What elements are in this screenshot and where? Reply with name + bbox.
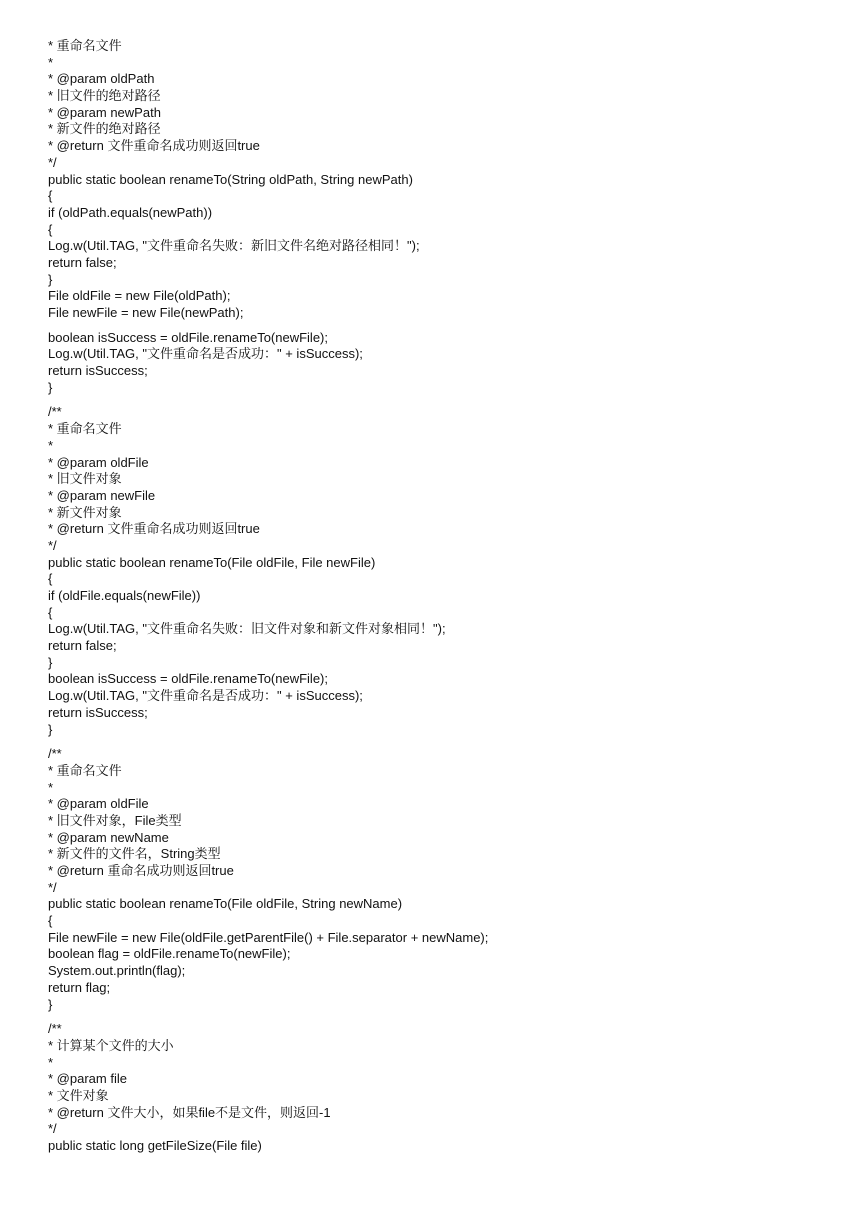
code-line: { bbox=[48, 604, 53, 620]
code-line: Log.w(Util.TAG, "文件重命名失败：旧文件对象和新文件对象相同！"); bbox=[48, 621, 446, 637]
code-line: * @return 文件重命名成功则返回true bbox=[48, 521, 260, 537]
code-line: * @param file bbox=[48, 1071, 127, 1087]
code-line: * 新文件的绝对路径 bbox=[48, 121, 161, 137]
code-line: return false; bbox=[48, 638, 117, 654]
code-line: Log.w(Util.TAG, "文件重命名失败：新旧文件名绝对路径相同！"); bbox=[48, 238, 420, 254]
code-block bbox=[48, 1021, 848, 1155]
block-gap bbox=[48, 738, 848, 746]
code-line: */ bbox=[48, 879, 57, 895]
code-line: * 重命名文件 bbox=[48, 38, 122, 53]
code-line: } bbox=[48, 721, 53, 737]
code-line: * @param oldFile bbox=[48, 454, 149, 470]
code-line: } bbox=[48, 379, 53, 395]
code-line: { bbox=[48, 188, 53, 204]
code-line: * bbox=[48, 54, 54, 70]
code-line: * @param newPath bbox=[48, 104, 161, 120]
code-line: } bbox=[48, 654, 53, 670]
code-line: * bbox=[48, 437, 54, 453]
code-line: public static boolean renameTo(String oldPath, String newPath) bbox=[48, 171, 413, 187]
code-line: File newFile = new File(oldFile.getParentFile() + File.separator + newName); bbox=[48, 929, 489, 945]
code-line: * 重命名文件 bbox=[48, 421, 122, 437]
code-line: } bbox=[48, 996, 53, 1012]
code-line: return isSuccess; bbox=[48, 704, 148, 720]
code-line: Log.w(Util.TAG, "文件重命名是否成功：" + isSuccess); bbox=[48, 346, 363, 362]
code-line: } bbox=[48, 271, 53, 287]
code-line: System.out.println(flag); bbox=[48, 963, 186, 979]
block-gap bbox=[48, 396, 848, 404]
code-line: * 新文件对象 bbox=[48, 504, 122, 520]
code-line: * bbox=[48, 1054, 54, 1070]
code-line: * @param newFile bbox=[48, 487, 156, 503]
code-line: * @return 文件大小，如果file不是文件，则返回-1 bbox=[48, 1104, 331, 1120]
code-line: File newFile = new File(newPath); bbox=[48, 305, 244, 320]
code-line: * 计算某个文件的大小 bbox=[48, 1037, 174, 1053]
code-line: /** bbox=[48, 404, 62, 420]
code-block bbox=[48, 330, 848, 397]
code-line: * 重命名文件 bbox=[48, 762, 122, 778]
code-line: * 旧文件对象 bbox=[48, 471, 122, 487]
code-line: * @param newName bbox=[48, 829, 169, 845]
code-line: boolean flag = oldFile.renameTo(newFile); bbox=[48, 946, 291, 962]
code-line: * 旧文件对象，File类型 bbox=[48, 812, 182, 828]
code-line: * @return 文件重命名成功则返回true bbox=[48, 138, 260, 154]
code-line: if (oldFile.equals(newFile)) bbox=[48, 588, 201, 603]
code-line: /** bbox=[48, 746, 62, 762]
code-line: return isSuccess; bbox=[48, 363, 148, 379]
code-block bbox=[48, 746, 848, 1013]
code-line: * @return 重命名成功则返回true bbox=[48, 863, 234, 878]
code-line: */ bbox=[48, 1121, 57, 1137]
code-line: boolean isSuccess = oldFile.renameTo(newFile); bbox=[48, 671, 328, 687]
code-listing bbox=[48, 38, 848, 1155]
code-line: * 文件对象 bbox=[48, 1087, 109, 1103]
code-line: if (oldPath.equals(newPath)) bbox=[48, 204, 213, 220]
code-line: * 新文件的文件名，String类型 bbox=[48, 846, 221, 862]
block-gap bbox=[48, 1013, 848, 1021]
code-line: * @param oldPath bbox=[48, 71, 155, 87]
code-line: { bbox=[48, 571, 53, 587]
code-line: * bbox=[48, 779, 54, 795]
code-line: */ bbox=[48, 537, 57, 553]
code-line: /** bbox=[48, 1021, 62, 1037]
code-line: public static long getFileSize(File file) bbox=[48, 1138, 262, 1153]
code-line: { bbox=[48, 913, 53, 929]
code-line: return flag; bbox=[48, 979, 111, 995]
code-line: File oldFile = new File(oldPath); bbox=[48, 288, 231, 304]
code-line: public static boolean renameTo(File oldFile, File newFile) bbox=[48, 554, 376, 570]
code-block bbox=[48, 38, 848, 322]
code-block bbox=[48, 404, 848, 738]
block-gap bbox=[48, 322, 848, 330]
code-line: * @param oldFile bbox=[48, 796, 149, 812]
code-line: boolean isSuccess = oldFile.renameTo(newFile); bbox=[48, 329, 328, 345]
code-line: Log.w(Util.TAG, "文件重命名是否成功：" + isSuccess); bbox=[48, 688, 363, 704]
code-line: public static boolean renameTo(File oldFile, String newName) bbox=[48, 896, 403, 912]
code-line: * 旧文件的绝对路径 bbox=[48, 88, 161, 104]
code-line: */ bbox=[48, 154, 57, 170]
code-line: return false; bbox=[48, 254, 117, 270]
code-line: { bbox=[48, 221, 53, 237]
